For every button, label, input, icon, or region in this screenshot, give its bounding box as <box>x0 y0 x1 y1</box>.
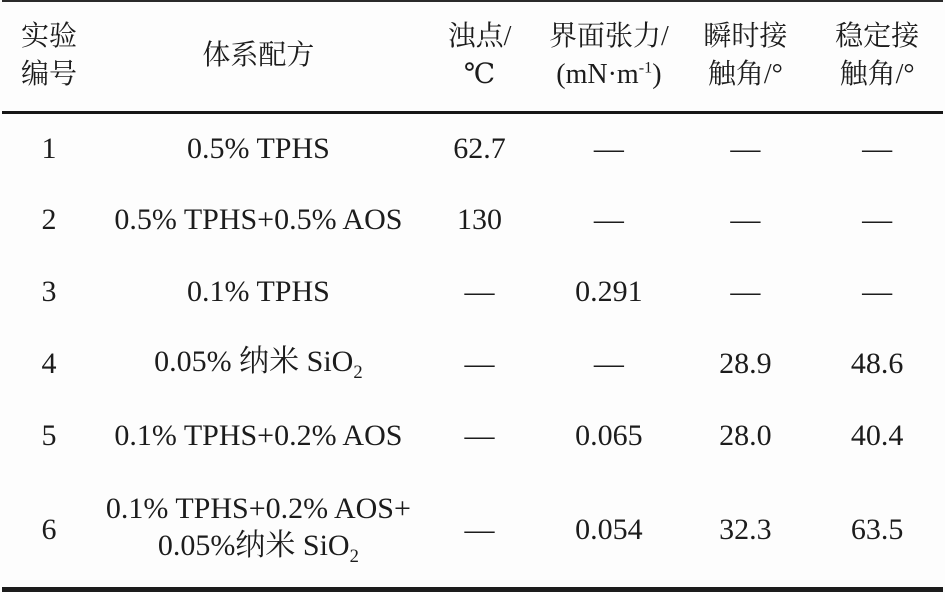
cell-ift: — <box>593 132 624 165</box>
cell-formula: 0.5% TPHS <box>187 132 330 165</box>
cell-instant_angle: 28.9 <box>719 347 772 381</box>
cell-cloud_point: — <box>464 419 495 453</box>
table-body <box>2 112 943 589</box>
cell-ift: — <box>593 203 624 237</box>
cell-exp_no: 2 <box>41 203 57 237</box>
column-header-formula: 体系配方 <box>96 1 421 112</box>
table-row-1 <box>2 112 943 184</box>
cell-cloud_point: — <box>464 347 495 381</box>
cell-cloud_point: 130 <box>457 203 503 237</box>
cell-stable_angle: 48.6 <box>850 347 904 381</box>
table-row-4 <box>2 328 943 400</box>
cell-instant_angle: — <box>730 203 761 237</box>
table-header-row <box>2 1 943 112</box>
cell-cloud_point: — <box>464 512 495 546</box>
table-row-6 <box>2 472 943 589</box>
cell-stable_angle: — <box>862 203 893 237</box>
cell-ift: 0.054 <box>575 512 643 546</box>
cell-exp_no: 5 <box>41 419 57 453</box>
cell-stable_angle: — <box>862 275 893 309</box>
cell-exp_no: 1 <box>41 132 57 165</box>
column-header-ift: 界面张力/ $(mN\cdot m^{-1})$ <box>538 1 679 112</box>
table-row-3 <box>2 256 943 328</box>
cell-cloud_point: — <box>464 275 495 309</box>
cell-instant_angle: 28.0 <box>719 419 772 453</box>
cell-formula: 0.1% TPHS+0.2% AOS <box>114 419 403 453</box>
experiment-results-table <box>2 0 943 592</box>
cell-ift: 0.291 <box>575 275 643 309</box>
cell-formula: 0.05% 纳米 SiO$_2$ <box>154 345 363 384</box>
cell-formula: 0.5% TPHS+0.5% AOS <box>114 203 403 237</box>
cell-instant_angle: 32.3 <box>719 512 772 546</box>
column-header-exp_no: 实验 编号 <box>2 1 96 112</box>
cell-exp_no: 6 <box>41 512 57 546</box>
cell-formula: 0.1% TPHS+0.2% AOS+ 0.05%纳米 SiO$_2$ <box>105 491 411 568</box>
cell-formula: 0.1% TPHS <box>187 275 330 309</box>
cell-ift: 0.065 <box>575 419 643 453</box>
cell-stable_angle: 63.5 <box>850 512 904 546</box>
column-header-cloud_point: 浊点/ ℃ <box>421 1 539 112</box>
column-header-stable_angle: 稳定接 触角/° <box>811 1 943 112</box>
cell-instant_angle: — <box>730 132 761 165</box>
column-header-instant_angle: 瞬时接 触角/° <box>680 1 812 112</box>
cell-stable_angle: 40.4 <box>850 419 904 453</box>
cell-cloud_point: 62.7 <box>453 132 506 165</box>
table-row-2 <box>2 184 943 256</box>
cell-stable_angle: — <box>862 132 893 165</box>
cell-exp_no: 4 <box>41 347 57 381</box>
table-row-5 <box>2 400 943 472</box>
cell-instant_angle: — <box>730 275 761 309</box>
cell-exp_no: 3 <box>41 275 57 309</box>
cell-ift: — <box>593 347 624 381</box>
